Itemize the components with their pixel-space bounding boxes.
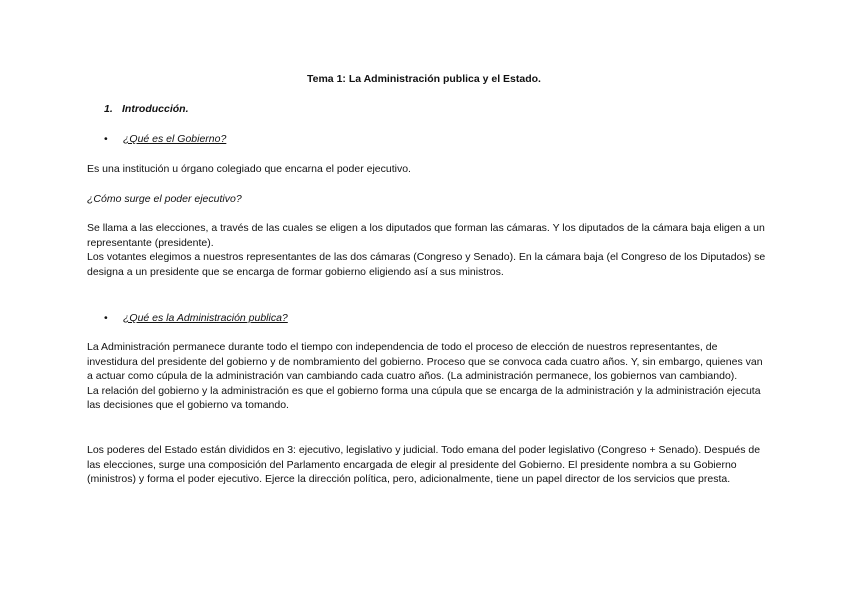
section-number: 1.	[104, 103, 113, 115]
paragraph: Es una institución u órgano colegiado que encarna el poder ejecutivo.	[87, 163, 411, 175]
document-title: Tema 1: La Administración publica y el Estado.	[307, 73, 541, 85]
section-label: Introducción.	[122, 103, 189, 115]
question-text: ¿Qué es la Administración publica?	[123, 312, 288, 324]
paragraph: Los votantes elegimos a nuestros representantes de las dos cámaras (Congreso y Senado). En la cámara baja (el Congreso de los Diputados) se designa a un presidente que se encarga de formar gobierno eligiendo así a sus ministros.	[87, 251, 766, 278]
answer-poder-ejecutivo	[87, 221, 767, 279]
bullet-icon: •	[104, 312, 108, 324]
question-gobierno	[104, 132, 226, 147]
paragraph: La Administración permanece durante todo el tiempo con independencia de todo el proceso de elección de nuestros representantes, de investidura del presidente del gobierno y de nombramiento del gobierno. Proceso que se convoca cada cuatro años. Y, sin embargo, quienes van a actuar como cúpula de la administración van cambiando cada cuatro años. (La administración permanece, los gobiernos van cambiando).	[87, 341, 763, 382]
paragraph: Los poderes del Estado están divididos en 3: ejecutivo, legislativo y judicial. Todo emana del poder legislativo (Congreso + Senado). Después de las elecciones, surge una composición del Parlamento encargada de elegir al presidente del Gobierno. El presidente nombra a su Gobierno (ministros) y forma el poder ejecutivo. Ejerce la dirección política, pero, adicionalmente, tiene un papel director de los servicios que presta.	[87, 444, 761, 485]
poderes-paragraph	[87, 443, 767, 487]
answer-administracion	[87, 340, 767, 413]
question-text: ¿Qué es el Gobierno?	[123, 133, 227, 145]
paragraph: La relación del gobierno y la administración es que el gobierno forma una cúpula que se encarga de la administración y la administración ejecuta las decisiones que el gobierno va tomando.	[87, 384, 761, 411]
question-poder-ejecutivo: ¿Cómo surge el poder ejecutivo?	[87, 193, 242, 205]
section-heading	[104, 102, 189, 117]
question-administracion	[104, 311, 288, 326]
answer-gobierno	[87, 162, 767, 177]
bullet-icon: •	[104, 133, 108, 145]
paragraph: Se llama a las elecciones, a través de las cuales se eligen a los diputados que forman las cámaras. Y los diputados de la cámara baja eligen a un representante (presidente).	[87, 222, 765, 249]
